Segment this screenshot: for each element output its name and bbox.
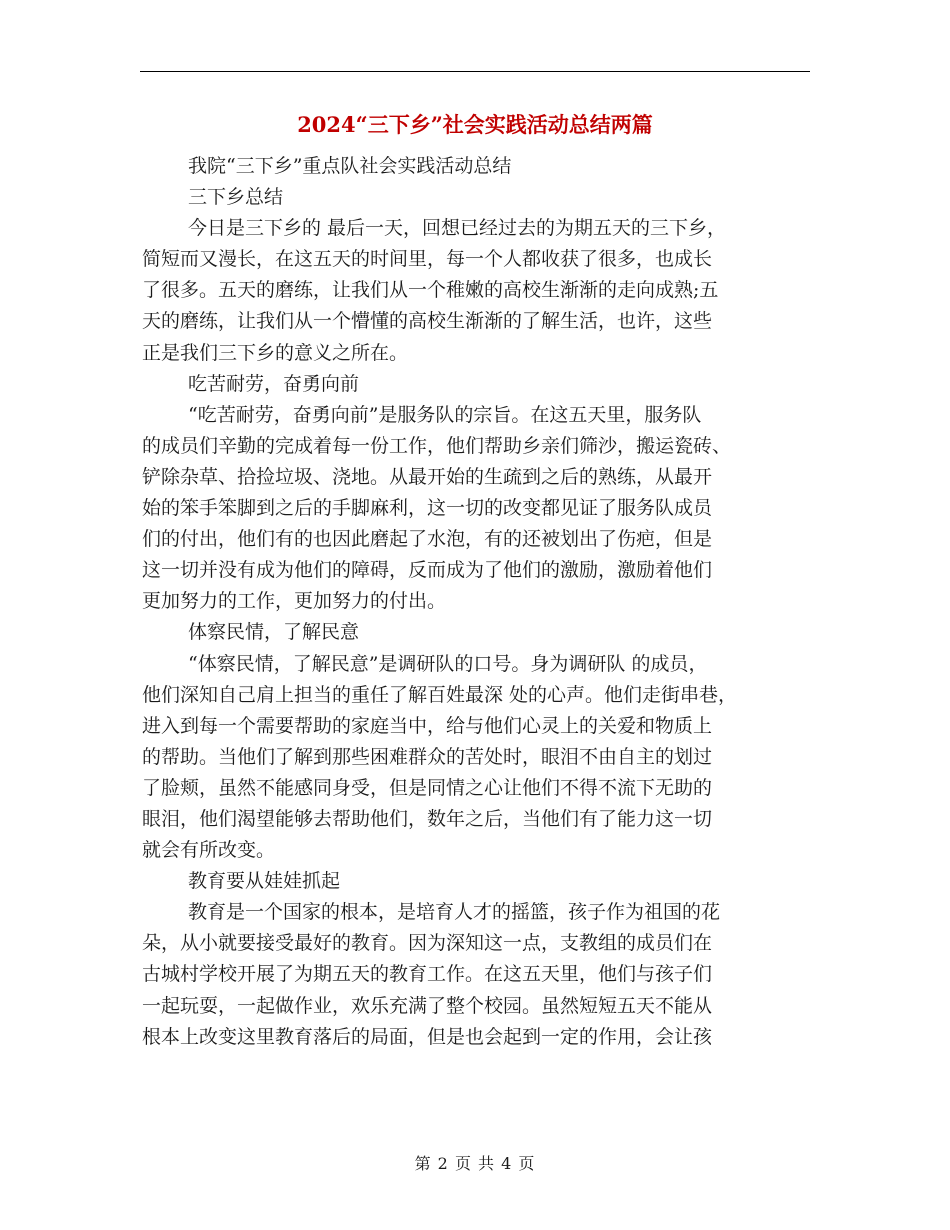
text-line: 进入到每一个需要帮助的家庭当中，给与他们心灵上的关爱和物质上 bbox=[142, 714, 713, 737]
text-line: 这一切并没有成为他们的障碍，反而成为了他们的激励，激励着他们 bbox=[142, 559, 713, 582]
document-title: 2024“三下乡”社会实践活动总结两篇 bbox=[297, 112, 653, 137]
text-line: “体察民情，了解民意”是调研队的口号。身为调研队 的成员， bbox=[188, 652, 708, 675]
text-line: 朵，从小就要接受最好的教育。因为深知这一点，支教组的成员们在 bbox=[142, 932, 713, 955]
text-line: 们的付出，他们有的也因此磨起了水泡，有的还被划出了伤疤，但是 bbox=[142, 528, 713, 551]
text-line: 他们深知自己肩上担当的重任了解百姓最深 处的心声。他们走街串巷， bbox=[142, 683, 738, 706]
text-line: 简短而又漫长，在这五天的时间里，每一个人都收获了很多，也成长 bbox=[142, 248, 713, 271]
page-footer: 第 2 页 共 4 页 bbox=[414, 1154, 536, 1173]
text-line: 教育是一个国家的根本，是培育人才的摇篮，孩子作为祖国的花 bbox=[188, 901, 721, 924]
text-line: 始的笨手笨脚到之后的手脚麻利，这一切的改变都见证了服务队成员 bbox=[142, 497, 713, 520]
text-line: 眼泪，他们渴望能够去帮助他们，数年之后，当他们有了能力这一切 bbox=[142, 807, 713, 830]
text-line: 铲除杂草、拾捡垃圾、浇地。从最开始的生疏到之后的熟练，从最开 bbox=[142, 465, 713, 488]
text-line: 的成员们辛勤的完成着每一份工作，他们帮助乡亲们筛沙，搬运瓷砖、 bbox=[142, 434, 732, 457]
text-line: 古城村学校开展了为期五天的教育工作。在这五天里，他们与孩子们 bbox=[142, 963, 713, 986]
document-body bbox=[142, 151, 812, 1053]
text-line: 教育要从娃娃抓起 bbox=[188, 870, 341, 893]
text-line: 的帮助。当他们了解到那些困难群众的苦处时，眼泪不由自主的划过 bbox=[142, 745, 713, 768]
text-line: 吃苦耐劳，奋勇向前 bbox=[188, 372, 360, 395]
text-line: 我院“三下乡”重点队社会实践活动总结 bbox=[188, 155, 512, 177]
text-line: 就会有所改变。 bbox=[142, 839, 276, 862]
text-line: 了脸颊，虽然不能感同身受，但是同情之心让他们不得不流下无助的 bbox=[142, 776, 713, 799]
text-line: 体察民情，了解民意 bbox=[188, 621, 360, 644]
text-line: 更加努力的工作，更加努力的付出。 bbox=[142, 590, 447, 613]
text-line: 了很多。五天的磨练，让我们从一个稚嫩的高校生渐渐的走向成熟;五 bbox=[142, 279, 719, 302]
text-line: 正是我们三下乡的意义之所在。 bbox=[142, 341, 409, 364]
text-line: 天的磨练，让我们从一个懵懂的高校生渐渐的了解生活，也许，这些 bbox=[142, 310, 713, 333]
text-line: 三下乡总结 bbox=[188, 186, 284, 209]
text-line: 一起玩耍，一起做作业，欢乐充满了整个校园。虽然短短五天不能从 bbox=[142, 994, 713, 1017]
text-line: 今日是三下乡的 最后一天，回想已经过去的为期五天的三下乡， bbox=[188, 217, 727, 240]
text-line: “吃苦耐劳，奋勇向前”是服务队的宗旨。在这五天里，服务队 bbox=[188, 403, 702, 426]
header-rule bbox=[140, 71, 810, 72]
text-line: 根本上改变这里教育落后的局面，但是也会起到一定的作用，会让孩 bbox=[142, 1025, 713, 1048]
